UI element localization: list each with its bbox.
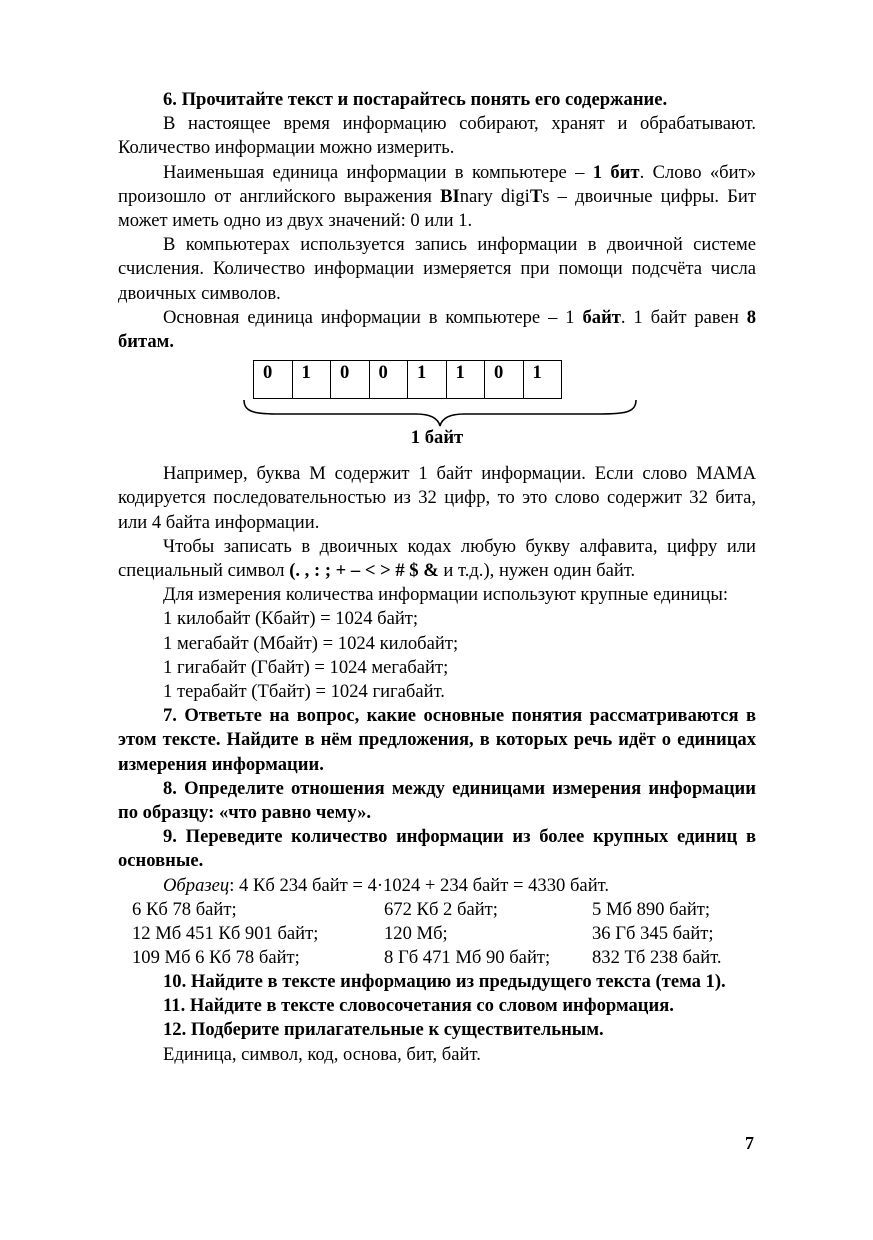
task-12-words: Единица, символ, код, основа, бит, байт. bbox=[163, 1043, 481, 1065]
byte-label: 1 байт bbox=[410, 427, 464, 449]
task-9: 9. Переведите количество информации из более крупных единиц в основные. bbox=[118, 826, 756, 872]
bit-cell: 1 bbox=[292, 361, 331, 399]
exercise-item: 12 Мб 451 Кб 901 байт; bbox=[132, 922, 319, 944]
byte-diagram bbox=[118, 354, 756, 462]
task-8: 8. Определите отношения между единицами измерения информации по образцу: «что равно чему». bbox=[118, 777, 756, 824]
bit-cell: 1 bbox=[408, 361, 447, 399]
paragraph-4: Основная единица информации в компьютере – 1 байт. 1 байт равен 8 битам. bbox=[118, 306, 756, 353]
bit-cell: 0 bbox=[485, 361, 524, 399]
page-number: 7 bbox=[745, 1133, 754, 1153]
bit-cells bbox=[253, 360, 562, 399]
task-7: 7. Ответьте на вопрос, какие основные понятия рассматриваются в этом тексте. Найдите в нём предложения, в которых речь идёт о единицах измерения информации. bbox=[118, 705, 756, 775]
exercise-grid bbox=[132, 898, 756, 970]
paragraph-2: Наименьшая единица информации в компьютере – 1 бит. Слово «бит» произошло от английского выражения BInary digiTs – двоичные цифры. Бит может иметь одно из двух значений: 0 или 1. bbox=[118, 161, 756, 232]
unit-line: 1 мегабайт (Мбайт) = 1024 килобайт; bbox=[163, 632, 459, 654]
unit-line: 1 килобайт (Кбайт) = 1024 байт; bbox=[163, 608, 419, 630]
exercise-item: 832 Тб 238 байт. bbox=[592, 946, 722, 968]
paragraph-5: Например, буква М содержит 1 байт информации. Если слово МАМА кодируется последовательностью из 32 цифр, то это слово содержит 32 бита, или 4 байта информации. bbox=[118, 463, 756, 533]
exercise-item: 672 Кб 2 байт; bbox=[384, 898, 498, 920]
bit-cell: 0 bbox=[369, 361, 408, 399]
exercise-item: 6 Кб 78 байт; bbox=[132, 898, 237, 920]
task-6-heading: 6. Прочитайте текст и постарайтесь понять его содержание. bbox=[163, 89, 668, 110]
exercise-item: 109 Мб 6 Кб 78 байт; bbox=[132, 946, 300, 968]
exercise-item: 36 Гб 345 байт; bbox=[592, 922, 714, 944]
unit-line: 1 терабайт (Тбайт) = 1024 гигабайт. bbox=[163, 681, 445, 703]
bit-cell: 1 bbox=[523, 361, 562, 399]
sample-line: Образец: 4 Кб 234 байт = 4·1024 + 234 байт = 4330 байт. bbox=[163, 874, 610, 896]
task-10: 10. Найдите в тексте информацию из предыдущего текста (тема 1). bbox=[163, 970, 726, 992]
curly-brace-icon bbox=[240, 396, 640, 430]
paragraph-7: Для измерения количества информации используют крупные единицы: bbox=[163, 584, 729, 606]
unit-line: 1 гигабайт (Гбайт) = 1024 мегабайт; bbox=[163, 656, 449, 678]
bit-cell: 0 bbox=[331, 361, 370, 399]
exercise-item: 8 Гб 471 Мб 90 байт; bbox=[384, 946, 551, 968]
paragraph-1: В настоящее время информацию собирают, хранят и обрабатывают. Количество информации можно измерить. bbox=[118, 113, 756, 159]
exercise-item: 5 Мб 890 байт; bbox=[592, 898, 711, 920]
paragraph-3: В компьютерах используется запись информации в двоичной системе счисления. Количество информации измеряется при помощи подсчёта числа двоичных символов. bbox=[118, 234, 756, 304]
bit-cell: 0 bbox=[254, 361, 293, 399]
paragraph-6: Чтобы записать в двоичных кодах любую букву алфавита, цифру или специальный символ (. , : ; + – < > # $ & и т.д.), нужен один байт. bbox=[118, 535, 756, 582]
exercise-item: 120 Мб; bbox=[384, 922, 448, 944]
task-12: 12. Подберите прилагательные к существительным. bbox=[163, 1019, 604, 1041]
task-11: 11. Найдите в тексте словосочетания со словом информация. bbox=[163, 995, 674, 1017]
page-content bbox=[118, 88, 756, 1067]
bit-cell: 1 bbox=[446, 361, 485, 399]
